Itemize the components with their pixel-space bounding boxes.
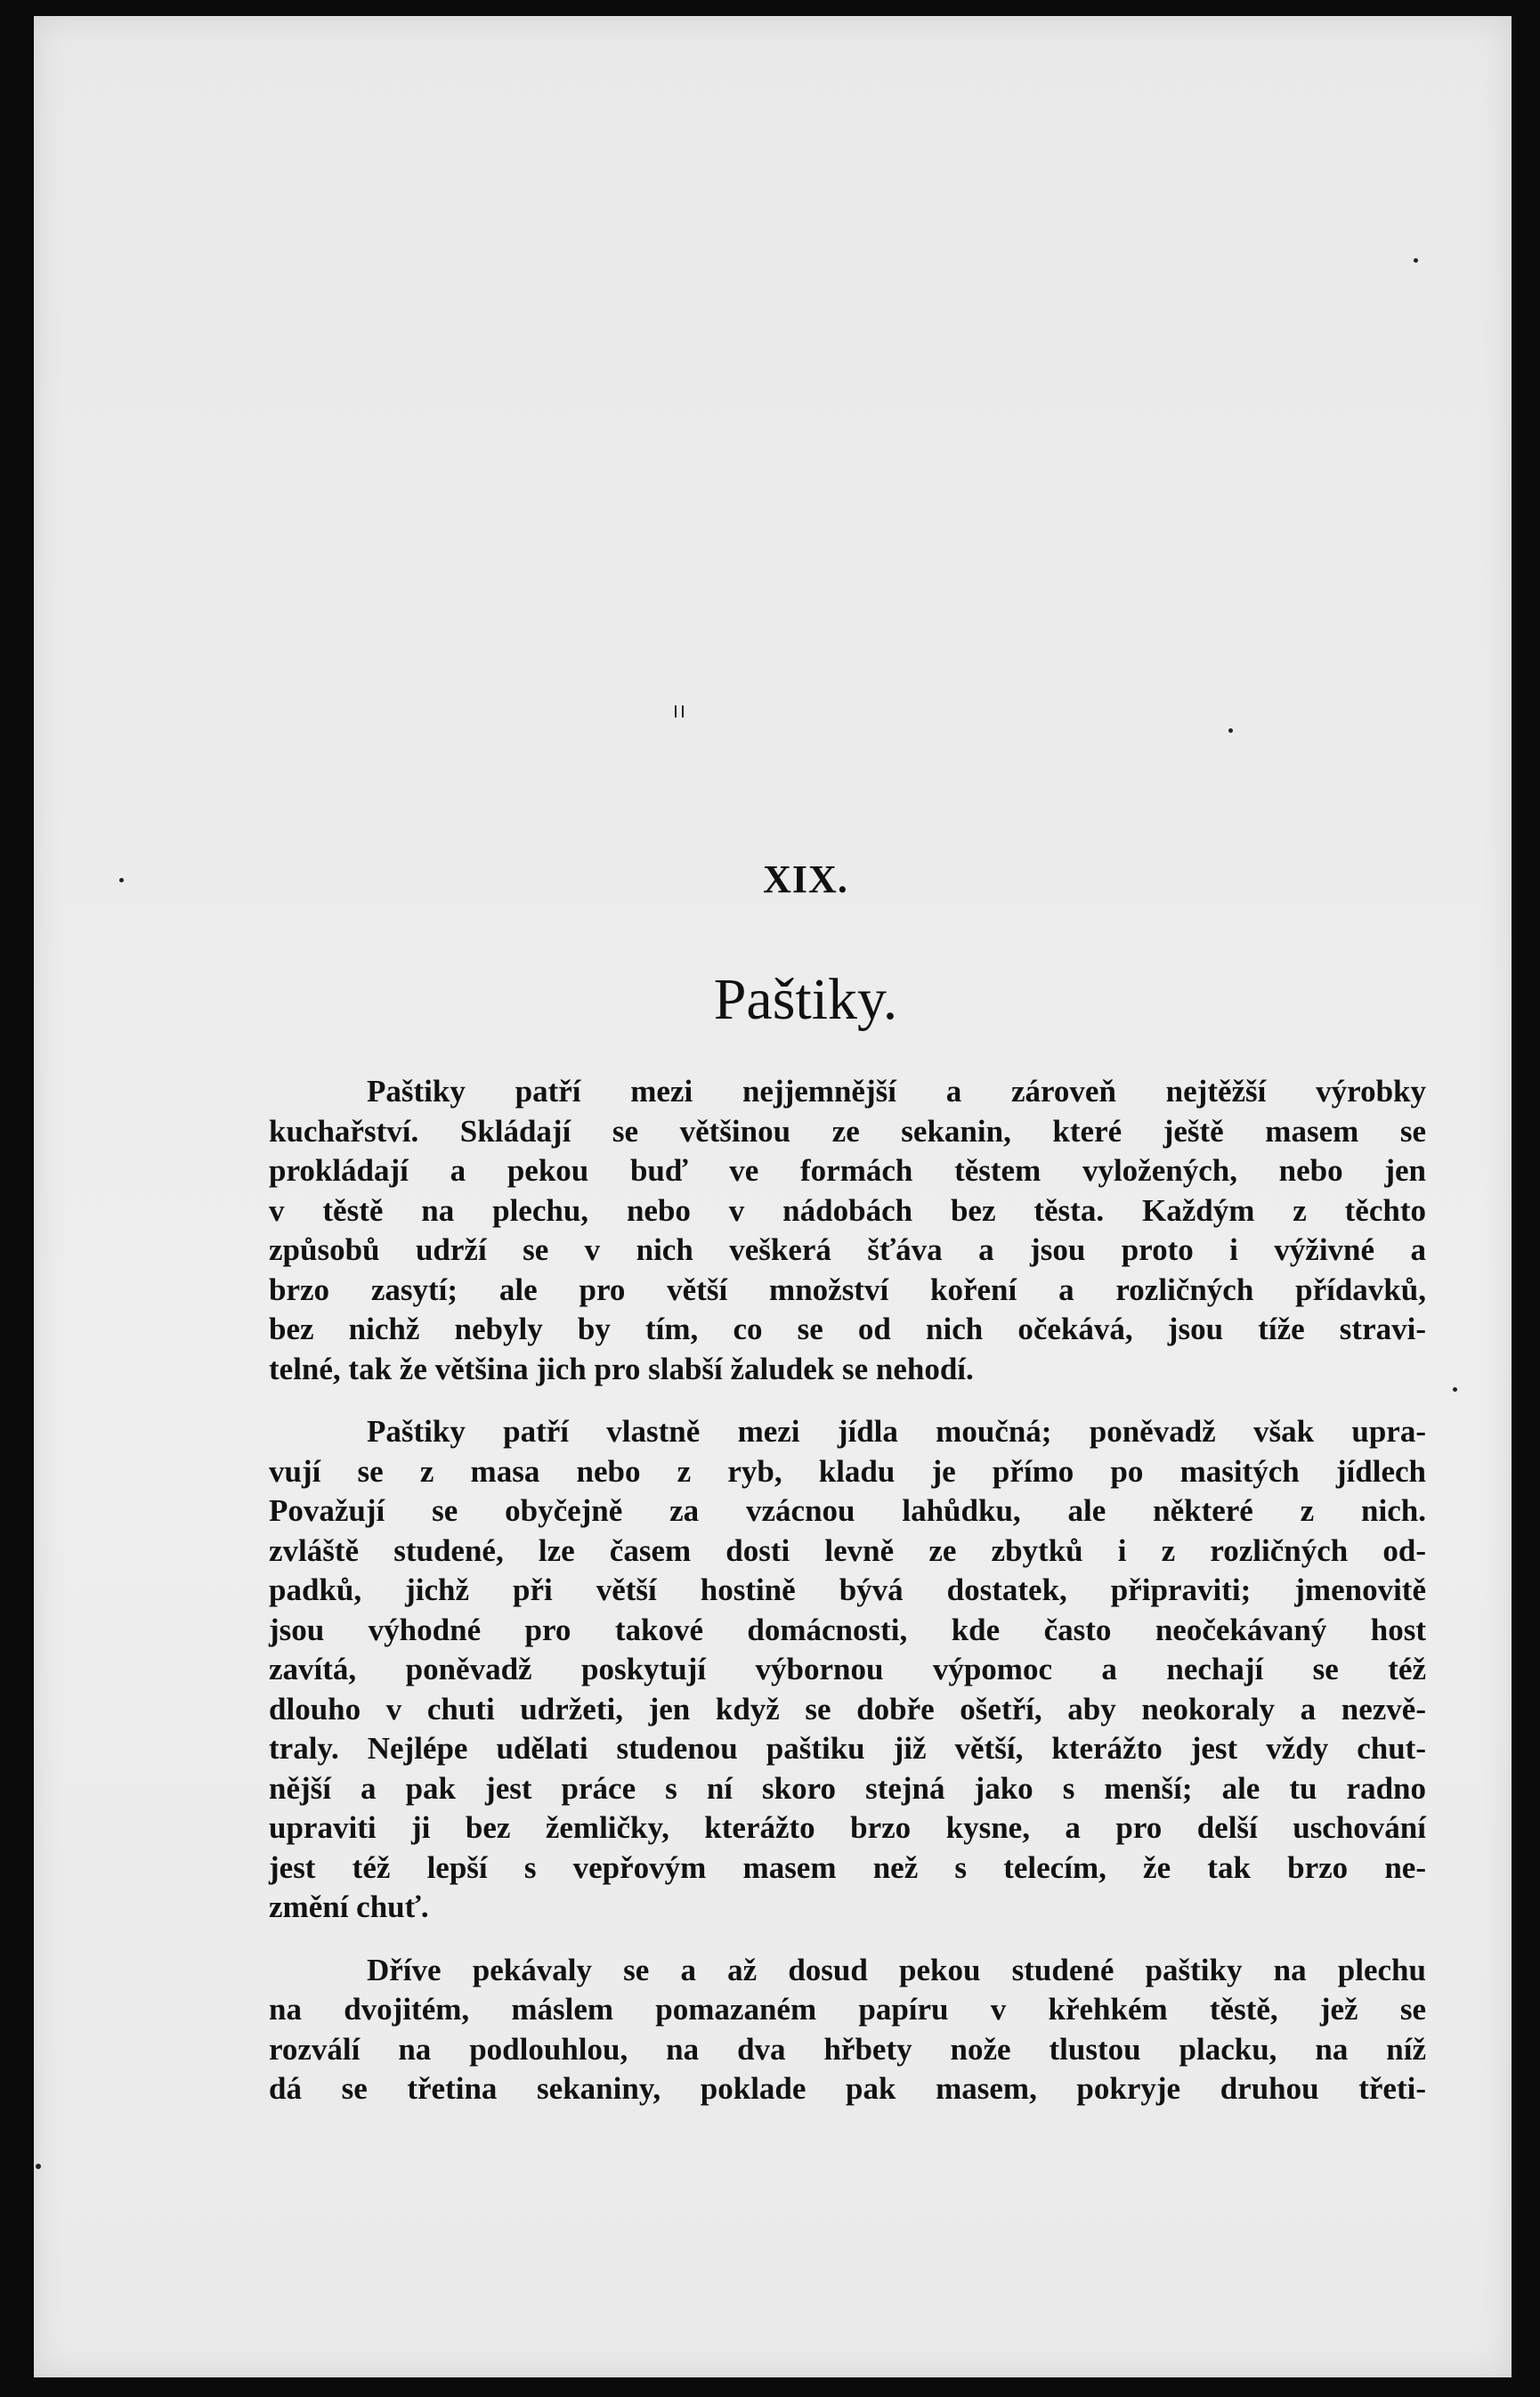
text-line: nější a pak jest práce s ní skoro stejná jako s menší; ale tu radno bbox=[269, 1770, 1426, 1806]
text-line: jest též lepší s vepřovým masem než s telecím, že tak brzo ne- bbox=[269, 1849, 1426, 1885]
ink-speck bbox=[1414, 258, 1418, 263]
text-line: telné, tak že většina jich pro slabší žaludek se nehodí. bbox=[269, 1351, 974, 1386]
text-line: rozválí na podlouhlou, na dva hřbety nože tlustou placku, na níž bbox=[269, 2031, 1426, 2067]
chapter-number: XIX. bbox=[763, 857, 848, 901]
text-line: dlouho v chuti udržeti, jen když se dobře ošetří, aby neokoraly a nezvě- bbox=[269, 1691, 1426, 1727]
text-line: prokládají a pekou buď ve formách těstem vyložených, nebo jen bbox=[269, 1153, 1426, 1188]
text-line: Paštiky patří vlastně mezi jídla moučná; poněvadž však upra- bbox=[367, 1414, 1426, 1449]
ink-speck bbox=[1228, 728, 1233, 733]
text-line: způsobů udrží se v nich veškerá šťáva a jsou proto i výživné a bbox=[269, 1232, 1426, 1267]
text-line: Dříve pekávaly se a až dosud pekou studené paštiky na plechu bbox=[367, 1952, 1426, 1987]
text-line: padků, jichž při větší hostině bývá dostatek, připraviti; jmenovitě bbox=[269, 1572, 1426, 1607]
chapter-title: Paštiky. bbox=[713, 967, 898, 1032]
ink-speck bbox=[36, 2164, 41, 2169]
ink-speck bbox=[1453, 1387, 1457, 1392]
text-line: zavítá, poněvadž poskytují výbornou výpomoc a nechají se též bbox=[269, 1652, 1426, 1686]
paragraph-3 bbox=[269, 1951, 1426, 2109]
ink-speck bbox=[682, 705, 684, 718]
text-line: jsou výhodné pro takové domácnosti, kde často neočekávaný host bbox=[269, 1612, 1426, 1647]
paragraph-2 bbox=[269, 1412, 1426, 1928]
text-line: traly. Nejlépe udělati studenou paštiku již větší, kterážto jest vždy chut- bbox=[269, 1731, 1426, 1766]
text-line: na dvojitém, máslem pomazaném papíru v křehkém těstě, jež se bbox=[269, 1992, 1426, 2027]
text-line: v těstě na plechu, nebo v nádobách bez těsta. Každým z těchto bbox=[269, 1192, 1426, 1228]
text-line: bez nichž nebyly by tím, co se od nich očekává, jsou tíže stravi- bbox=[269, 1312, 1426, 1346]
text-line: upraviti ji bez žemličky, kterážto brzo kysne, a pro delší uschování bbox=[269, 1810, 1426, 1845]
text-line: brzo zasytí; ale pro větší množství koření a rozličných přídavků, bbox=[269, 1272, 1426, 1307]
text-line: Paštiky patří mezi nejjemnější a zároveň nejtěžší výrobky bbox=[367, 1074, 1426, 1109]
text-line: dá se třetina sekaniny, poklade pak masem, pokryje druhou třeti- bbox=[269, 2071, 1426, 2106]
paragraph-1 bbox=[269, 1072, 1426, 1389]
text-line: Považují se obyčejně za vzácnou lahůdku, ale některé z nich. bbox=[269, 1493, 1426, 1528]
text-line: kuchařství. Skládají se většinou ze sekanin, které ještě masem se bbox=[269, 1113, 1426, 1149]
ink-speck bbox=[675, 705, 677, 718]
body-text bbox=[269, 1072, 1426, 2133]
text-line: změní chuť. bbox=[269, 1889, 429, 1924]
text-line: zvláště studené, lze časem dosti levně ze zbytků i z rozličných od- bbox=[269, 1532, 1426, 1568]
text-line: vují se z masa nebo z ryb, kladu je přímo po masitých jídlech bbox=[269, 1453, 1426, 1489]
